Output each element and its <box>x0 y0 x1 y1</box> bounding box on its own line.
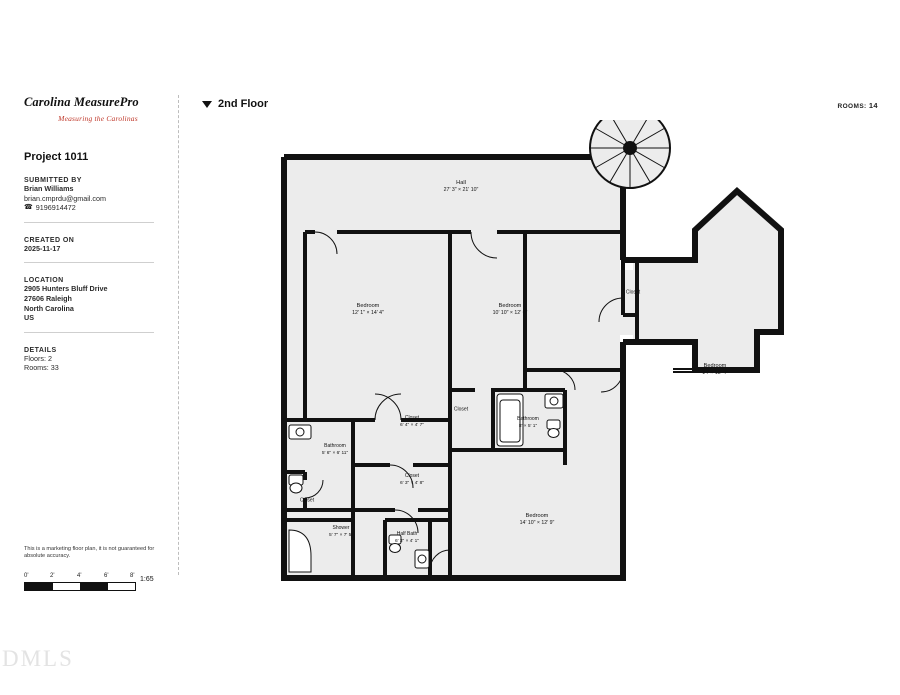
watermark: DMLS <box>2 646 74 671</box>
room-label-closet-3: Closet 6' 3" × 4' 8" <box>399 472 425 486</box>
caret-down-icon[interactable] <box>202 101 212 108</box>
scale-ratio: 1:65 <box>140 576 154 583</box>
floor-header[interactable] <box>202 98 268 110</box>
submitted-by-phone: 9196914472 <box>35 203 76 213</box>
location-line-3: North Carolina <box>24 303 74 313</box>
info-sidebar <box>24 95 172 373</box>
spiral-staircase-icon <box>590 120 670 188</box>
details-floors: Floors: 2 <box>24 353 52 363</box>
details-section <box>24 347 172 373</box>
submitted-by-section <box>24 177 172 223</box>
company-tagline: Measuring the Carolinas <box>58 114 138 123</box>
scale-tick-0: 0' <box>24 573 29 579</box>
rooms-badge-count: 14 <box>868 101 878 110</box>
created-on-heading: CREATED ON <box>24 236 75 244</box>
room-label-bedroom-2: Bedroom 10' 10" × 12' 6" <box>492 302 528 316</box>
scale-tick-3: 6' <box>104 573 109 579</box>
company-name: Carolina MeasurePro <box>24 95 139 109</box>
location-heading: LOCATION <box>24 277 64 285</box>
scale-bar <box>24 573 164 591</box>
created-on-section <box>24 237 172 264</box>
location-line-2: 27606 Raleigh <box>24 293 72 303</box>
submitted-by-phone-row <box>24 203 172 213</box>
vertical-divider <box>178 95 179 575</box>
room-label-bedroom-3: Bedroom 14' × 18' 4" <box>702 362 728 376</box>
scale-tick-4: 8' <box>130 573 135 579</box>
scale-tick-2: 4' <box>77 573 82 579</box>
room-label-shower: Shower 5' 7" × 7' 5" <box>328 524 354 538</box>
floor-plan-svg <box>275 120 885 590</box>
floor-label: 2nd Floor <box>218 98 269 110</box>
room-label-closet-4: Closet <box>299 497 315 504</box>
rooms-badge-label: ROOMS: <box>837 103 867 110</box>
project-title: Project 1011 <box>24 151 89 163</box>
scale-tick-1: 2' <box>50 573 55 579</box>
room-label-closet-1: Closet 6' 4" × 4' 7" <box>399 414 425 428</box>
room-label-closet-wing: Closet <box>625 289 641 296</box>
location-section <box>24 277 172 332</box>
floor-plan-drawing[interactable] <box>275 120 885 590</box>
room-label-bedroom-1: Bedroom 12' 1" × 14' 4" <box>352 302 384 316</box>
details-heading: DETAILS <box>24 346 57 354</box>
location-line-4: US <box>24 313 34 323</box>
disclaimer-text: This is a marketing floor plan, it is not guaranteed for absolute accuracy. <box>24 546 155 560</box>
submitted-by-name: Brian Williams <box>24 184 74 193</box>
created-on-date: 2025-11-17 <box>24 243 61 253</box>
location-line-1: 2905 Hunters Bluff Drive <box>24 284 108 294</box>
phone-icon: ☎ <box>24 204 33 212</box>
room-label-closet-2: Closet <box>453 406 469 413</box>
room-label-half-bath: Half Bath 6' 3" × 4' 1" <box>394 530 420 544</box>
submitted-by-heading: SUBMITTED BY <box>24 177 82 184</box>
room-label-hall: Hall 27' 3" × 21' 10" <box>443 179 479 193</box>
room-label-bedroom-4: Bedroom 14' 10" × 12' 9" <box>519 512 555 526</box>
divider <box>24 332 154 333</box>
divider <box>24 222 154 223</box>
details-rooms: Rooms: 33 <box>24 363 59 373</box>
scale-bar-graphic <box>24 582 136 591</box>
rooms-badge <box>838 101 879 110</box>
room-label-bathroom-2: Bathroom 5' 6" × 6' 11" <box>321 442 349 456</box>
room-label-bathroom-1: Bathroom 8' × 5' 1" <box>517 415 539 429</box>
divider <box>24 262 154 263</box>
submitted-by-email: brian.cmprdu@gmail.com <box>24 193 106 203</box>
